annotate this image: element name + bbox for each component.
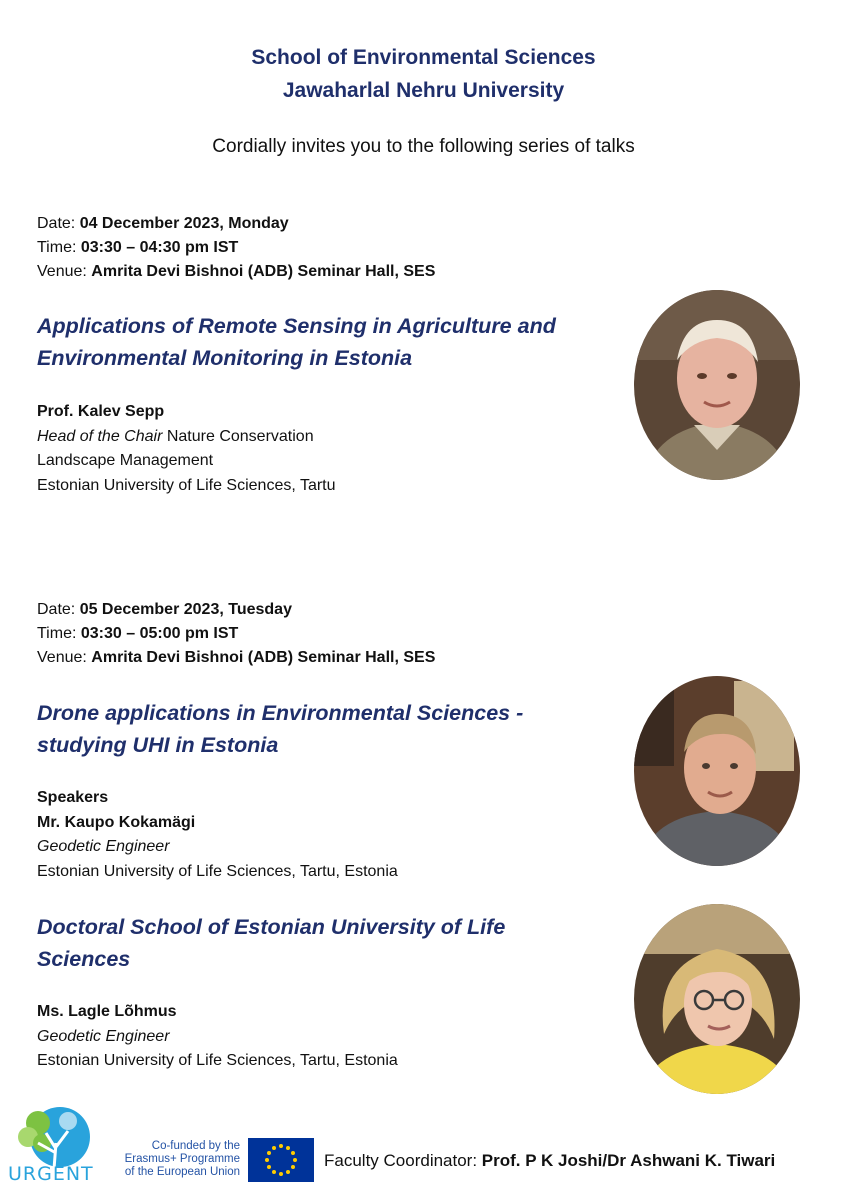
event-2-venue: Venue: Amrita Devi Bishnoi (ADB) Seminar Hall, SES xyxy=(37,649,436,666)
speaker-photo-kaupo-kokamagi xyxy=(634,676,800,866)
speaker-name: Prof. Kalev Sepp xyxy=(37,403,165,420)
event-2-details xyxy=(37,598,435,670)
talk-2-speaker-block xyxy=(37,786,398,884)
talk-3-speaker-block xyxy=(37,1000,398,1074)
talk-1-title: Applications of Remote Sensing in Agriculture and Environmental Monitoring in Estonia xyxy=(37,314,556,370)
speaker-affiliation: Estonian University of Life Sciences, Tartu xyxy=(37,476,336,494)
event-1-time: Time: 03:30 – 04:30 pm IST xyxy=(37,239,239,256)
event-1-details xyxy=(37,212,435,284)
invitation-text: Cordially invites you to the following series of talks xyxy=(212,136,635,157)
speaker-department: Landscape Management xyxy=(37,452,214,469)
speaker-photo-kalev-sepp xyxy=(634,290,800,480)
school-name: School of Environmental Sciences xyxy=(251,46,596,69)
event-2-date: Date: 05 December 2023, Tuesday xyxy=(37,601,292,618)
eu-flag xyxy=(248,1138,314,1182)
talk-3-title: Doctoral School of Estonian University of Life Sciences xyxy=(37,915,506,971)
event-1-date: Date: 04 December 2023, Monday xyxy=(37,215,289,232)
eu-funding-text: Co-funded by the Erasmus+ Programme of the European Union xyxy=(124,1140,240,1178)
eu-flag-icon xyxy=(248,1138,314,1182)
talk-1-speaker-block xyxy=(37,400,336,498)
event-2-time: Time: 03:30 – 05:00 pm IST xyxy=(37,625,239,642)
urgent-tree-logo-icon xyxy=(8,1103,106,1171)
speaker-name: Ms. Lagle Lõhmus xyxy=(37,1003,177,1020)
urgent-logo xyxy=(8,1103,106,1185)
faculty-coordinator: Faculty Coordinator: Prof. P K Joshi/Dr Ashwani K. Tiwari xyxy=(324,1151,776,1170)
urgent-logo-text: URGENT xyxy=(8,1163,94,1185)
speaker-photo-lagle-lohmus xyxy=(634,904,800,1094)
event-1-venue: Venue: Amrita Devi Bishnoi (ADB) Seminar Hall, SES xyxy=(37,263,436,280)
talk-2-title: Drone applications in Environmental Sciences - studying UHI in Estonia xyxy=(37,701,524,757)
speaker-role: Geodetic Engineer xyxy=(37,1027,170,1045)
speaker-name: Mr. Kaupo Kokamägi xyxy=(37,813,196,831)
speaker-role: Head of the Chair Nature Conservation xyxy=(37,427,314,445)
speaker-affiliation: Estonian University of Life Sciences, Tartu, Estonia xyxy=(37,862,398,880)
speaker-role: Geodetic Engineer xyxy=(37,838,170,855)
speaker-affiliation: Estonian University of Life Sciences, Tartu, Estonia xyxy=(37,1052,398,1069)
university-name: Jawaharlal Nehru University xyxy=(282,79,565,102)
speakers-heading: Speakers xyxy=(37,789,109,806)
